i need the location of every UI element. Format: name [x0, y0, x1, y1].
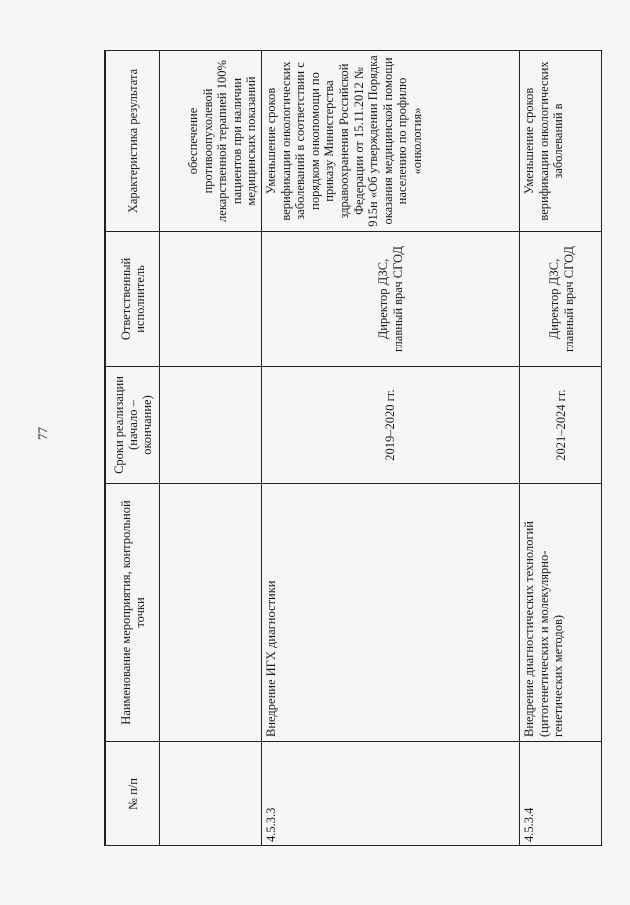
cell-num — [160, 742, 262, 847]
cell-executor: Директор ДЗС, главный врач СГОД — [262, 232, 520, 367]
document-page — [104, 50, 602, 846]
header-name: Наименование мероприятия, контрольной точки — [106, 484, 160, 742]
cell-dates: 2019–2020 гг. — [262, 367, 520, 484]
header-result: Характеристика результата — [106, 51, 160, 232]
cell-num: 4.5.3.4 — [520, 742, 603, 847]
cell-executor — [160, 232, 262, 367]
cell-dates — [160, 367, 262, 484]
header-dates: Сроки реализации (начало – окончание) — [106, 367, 160, 484]
cell-result: Уменьшение сроков верификации онкологических заболеваний в — [520, 51, 603, 232]
header-num: № п/п — [106, 742, 160, 847]
cell-result: обеспечение противоопухолевой лекарственной терапией 100% пациентов при наличии медицинских показаний — [160, 51, 262, 232]
cell-dates: 2021–2024 гг. — [520, 367, 603, 484]
table-row — [160, 51, 262, 847]
table-row — [520, 51, 603, 847]
cell-num: 4.5.3.3 — [262, 742, 520, 847]
cell-name — [160, 484, 262, 742]
rotated-table-wrapper — [105, 51, 602, 846]
cell-result: Уменьшение сроков верификации онкологических заболеваний в соответствии с порядком онкопомощи по приказу Министерства здравоохранения Российской Федерации от 15.11.2012 № 915н «Об утверждении Порядка оказания медицинской помощи населению по профилю «онкология» — [262, 51, 520, 232]
measures-table — [105, 50, 602, 846]
page-number: 77 — [35, 427, 50, 440]
table-header-row — [106, 51, 160, 847]
cell-executor: Директор ДЗС, главный врач СГОД — [520, 232, 603, 367]
table-row — [262, 51, 520, 847]
cell-name: Внедрение диагностических технологий (цитогенетических и молекулярно-генетических методов) — [520, 484, 603, 742]
cell-name: Внедрение ИГХ диагностики — [262, 484, 520, 742]
header-executor: Ответственный исполнитель — [106, 232, 160, 367]
